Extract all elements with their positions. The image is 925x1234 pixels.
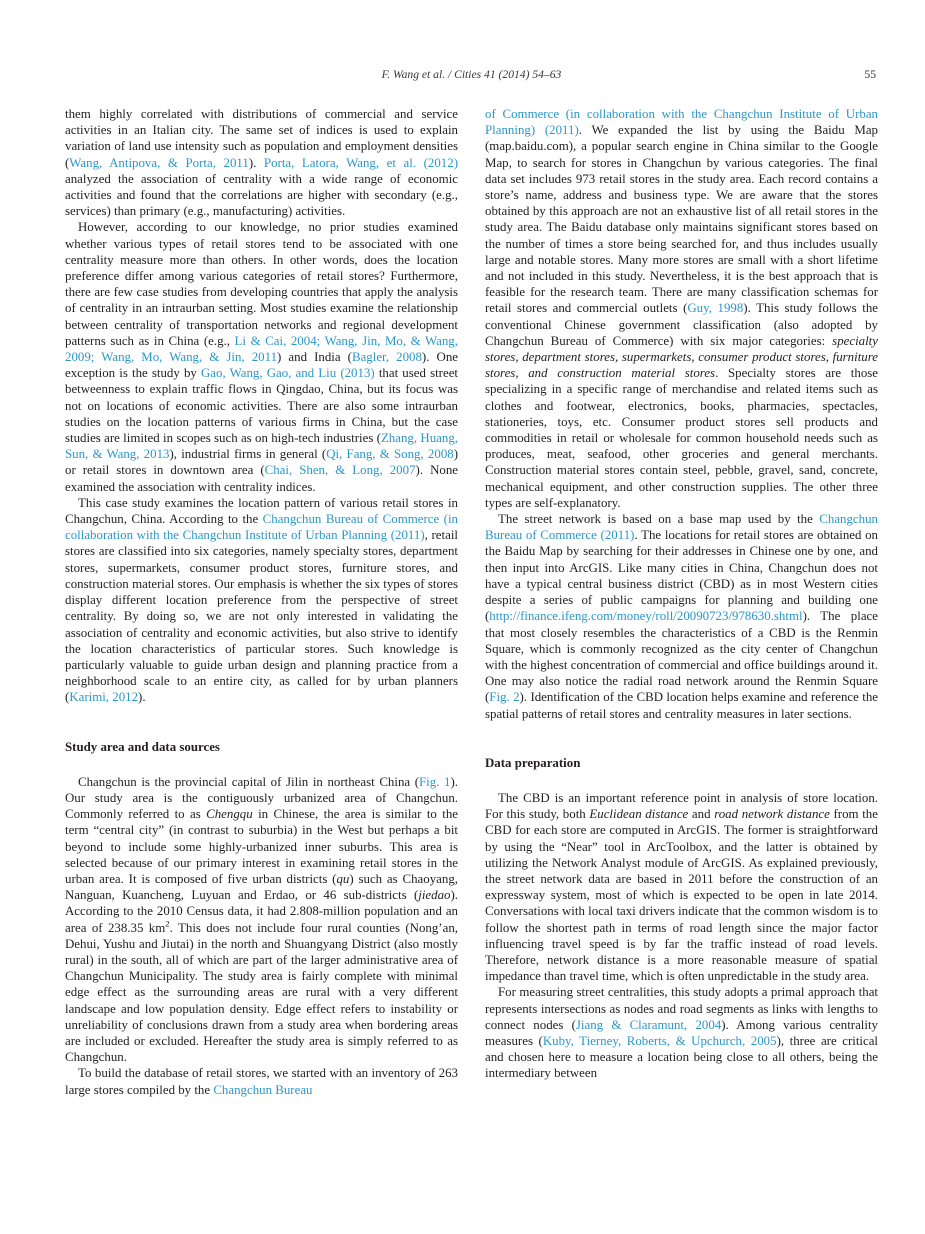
body-text: ). Identification of the CBD location helps examine and reference the spatial patterns of retail stores and centrality measures in later sections. (485, 690, 878, 721)
paragraph (65, 219, 458, 494)
text-columns (65, 106, 878, 1098)
body-text: . Specialty stores are those specializing in a specific range of merchandise and related items such as clothes and footwear, electronics, books, pharmacies, spectacles, stationeries, toys, etc. Consumer product stores sell products and commodities in retail or wholesale for common household needs such as produces, meat, seafood, other groceries and general merchants. Construction material stores contain steel, pebble, gravel, sand, concrete, mechanical equipment, and other construction supplies. The other three types are self-explanatory. (485, 366, 878, 510)
italic-text: road network distance (714, 807, 830, 822)
paragraph (485, 790, 878, 984)
right-column (485, 106, 878, 1098)
citation-link[interactable]: Jiang & Claramunt, 2004 (575, 1017, 722, 1032)
citation-link[interactable]: Fig. 1 (419, 774, 451, 789)
citation-link[interactable]: Porta, Latora, Wang, et al. (2012) (263, 155, 458, 170)
page-header (65, 68, 878, 88)
left-column (65, 106, 458, 1098)
italic-text: jiedao (418, 888, 451, 903)
paragraph (485, 511, 878, 722)
body-text: that used street betweenness to explain traffic flows in Qingdao, China, but its focus was not on locations of economic activities. There are also some intraurban studies on the location patterns of various firms in China, but the case studies are limited in scopes such as on high-tech industries ( (65, 366, 458, 446)
body-text: To build the database of retail stores, we started with an inventory of 263 large stores compiled by the (65, 1066, 458, 1097)
body-text: ). (248, 155, 264, 170)
body-text: ) and India ( (277, 350, 352, 365)
page-content (65, 68, 878, 1098)
body-text: . The locations for retail stores are obtained on the Baidu Map by searching for their addresses in Chinese one by one, and then input into ArcGIS. Like many cities in China, Changchun does not have a typical central business district (CBD) as in most Western cities despite a series of public campaigns for planning and building one ( (485, 528, 879, 624)
citation-link[interactable]: Zhang, Huang, Sun, & Wang, 2013 (65, 431, 458, 462)
italic-text: qu (336, 871, 350, 886)
body-text: The street network is based on a base map used by the (498, 512, 820, 527)
body-text: ), industrial firms in general ( (169, 447, 327, 462)
body-text: ). None examined the association with centrality indices. (65, 463, 458, 494)
body-text: . This does not include four rural counties (Nong’an, Dehui, Yushu and Jiutai) in the north and Shuangyang District (also mostly rural) in the south, all of which are part of the larger administrative area of Changchun Municipality. The study area is fairly complete with minimal edge effect as the surrounding areas are rural with a very different landscape and low population density. Edge effect refers to instability or unreliability of conclusions drawn from a study area when bordering areas are included or excluded. Hereafter the study area is simply referred to as Changchun. (65, 920, 458, 1065)
citation-link[interactable]: Chai, Shen, & Long, 2007 (264, 463, 416, 478)
citation-link[interactable]: Li & Cai, 2004; Wang, Jin, Mo, & Wang, 2009; Wang, Mo, Wang, & Jin, 2011 (65, 333, 458, 365)
body-text: ). According to the 2010 Census data, it had 2.808-million population and an area of 238.35 km (65, 888, 458, 935)
citation-link[interactable]: Guy, 1998 (687, 301, 744, 316)
paragraph (65, 495, 458, 706)
body-text: . We expanded the list by using the Baidu Map (map.baidu.com), a popular search engine in China similar to the Google Map, to search for stores in Changchun by various categories. The final data set includes 973 retail stores in the study area. Each record contains a store’s name, address and business type. We are aware that the stores obtained by this approach are not an exhaustive list of all retail stores in the study area. The Baidu database only maintains significant stores based on the number of times a store being searched for, and thus includes usually large and notable stores. Many more stores are small with a short lifetime and not included in this study. Nevertheless, it is the best approach that is feasible for the research team. There are many classification schemas for retail stores and commercial outlets ( (485, 123, 878, 316)
paragraph (485, 984, 878, 1081)
body-text: from the CBD for each store are computed in ArcGIS. The former is straightforward by using the “Near” tool in ArcToolbox, and the latter is obtained by utilizing the Network Analyst module of ArcGIS. As explained previously, the street network data are based in 2011 before the construction of an expressway system, most of which is expected to be open in late 2014. Conversations with local taxi drivers indicate that the common wisdom is to follow the shortest path in terms of road length since the major factor influencing travel speed is by far the traffic instead of road levels. Therefore, network distance is a more reasonable measure of spatial impedance than travel time, which is often unpredictable in the study area. (485, 807, 878, 984)
body-text: and (688, 807, 715, 822)
citation-link[interactable]: Changchun Bureau (213, 1082, 313, 1097)
italic-text: Chengqu (206, 807, 253, 822)
body-text: in Chinese, the area is similar to the term “central city” (in contrast to suburbia) in the West but perhaps a bit beyond to include some highly-urbanized inner suburbs. This area is selected because of our primary interest in examining retail stores in the urban area. It is composed of five urban districts ( (65, 807, 458, 886)
paragraph (65, 1065, 458, 1097)
citation-link[interactable]: Changchun Bureau of Commerce (in collaboration with the Changchun Institute of Urban Planning (2011) (65, 512, 458, 543)
body-text: ) or retail stores in downtown area ( (65, 447, 459, 478)
citation-link[interactable]: Qi, Fang, & Song, 2008 (326, 447, 454, 462)
section-heading: Study area and data sources (65, 739, 220, 754)
body-text: ), three are critical and chosen here to measure a location being close to all others, being the intermediary between (485, 1033, 879, 1081)
body-text: ) such as Chaoyang, Nanguan, Kuancheng, Luyuan and Erdao, or 46 sub-districts ( (65, 871, 458, 903)
italic-text: specialty stores, department stores, supermarkets, consumer product stores, furniture stores, and construction material stores (485, 333, 878, 381)
body-text: However, according to our knowledge, no prior studies examined whether various types of retail stores tend to be associated with one centrality measure more than others. In other words, does the location preference differ among various categories of retail stores? Furthermore, there are few case studies from developing countries that apply the analysis of centrality in an intraurban setting. Most studies examine the relationship between centrality of transportation networks and regional development patterns such as in China (e.g., (65, 220, 458, 348)
body-text: This case study examines the location pattern of various retail stores in Changchun, China. According to the (65, 495, 458, 527)
body-text: ). The place that most closely resembles the characteristics of a CBD is the Renmin Square, which is commonly recognized as the city center of Changchun with the highest concentration of commercial and office buildings around it. One may also notice the radial road network around the Renmin Square ( (485, 609, 878, 705)
body-text: The CBD is an important reference point in analysis of store location. For this study, both (485, 790, 878, 822)
italic-text: Euclidean distance (589, 807, 689, 822)
body-text: ). One exception is the study by (65, 350, 458, 381)
citation-link[interactable]: of Commerce (in collaboration with the Changchun Institute of Urban Planning) (2011) (485, 107, 878, 138)
body-text: ). Our study area is the contiguously urbanized area of Changchun. Commonly referred to as (65, 774, 458, 822)
running-title: F. Wang et al. / Cities 41 (2014) 54–63 (381, 68, 562, 81)
citation-link[interactable]: Karimi, 2012 (69, 690, 139, 705)
page-number: 55 (864, 68, 876, 81)
body-text: ). (138, 690, 146, 705)
body-text: them highly correlated with distributions of commercial and service activities in an Italian city. The same set of indices is used to explain variation of land use intensity such as population and employment densities ( (65, 107, 458, 170)
citation-link[interactable]: http://finance.ifeng.com/money/roll/20090723/978630.shtml (489, 609, 803, 624)
section-heading: Data preparation (485, 755, 581, 770)
body-text: Changchun is the provincial capital of Jilin in northeast China ( (78, 774, 419, 789)
body-text: ). Among various centrality measures ( (485, 1017, 878, 1048)
citation-link[interactable]: Changchun Bureau of Commerce (2011) (485, 512, 878, 543)
citation-link[interactable]: Kuby, Tierney, Roberts, & Upchurch, 2005 (542, 1033, 777, 1048)
paragraph (65, 774, 458, 1066)
citation-link[interactable]: Fig. 2 (489, 690, 520, 705)
citation-link[interactable]: Wang, Antipova, & Porta, 2011 (69, 155, 249, 170)
citation-link[interactable]: Gao, Wang, Gao, and Liu (2013) (200, 366, 375, 381)
body-text: , retail stores are classified into six categories, namely specialty stores, department stores, supermarkets, consumer product stores, furniture stores, and construction material stores. Our emphasis is whether the six types of stores display different location preference from the perspective of street centrality. By doing so, we are not only interested in validating the association of centrality and economic activities, but also strive to identify the location characteristics of particular stores. Such knowledge is particularly valuable to guide urban design and planning practice from a neighborhood scale to an entire city, as called for by urban planners ( (65, 528, 458, 705)
body-text: analyzed the association of centrality with a wide range of economic activities and found that the correlations are higher with secondary (e.g., services) than primary (e.g., manufacturing) activities. (65, 171, 458, 219)
paragraph (65, 106, 458, 219)
paragraph (485, 106, 878, 511)
superscript: 2 (165, 918, 170, 929)
body-text: For measuring street centralities, this study adopts a primal approach that represents intersections as nodes and road segments as links with lengths to connect nodes ( (485, 985, 878, 1032)
body-text: ). This study follows the conventional Chinese government classification (also adopted by Changchun Bureau of Commerce) with six major categories: (485, 301, 878, 348)
citation-link[interactable]: Bagler, 2008 (351, 350, 422, 365)
